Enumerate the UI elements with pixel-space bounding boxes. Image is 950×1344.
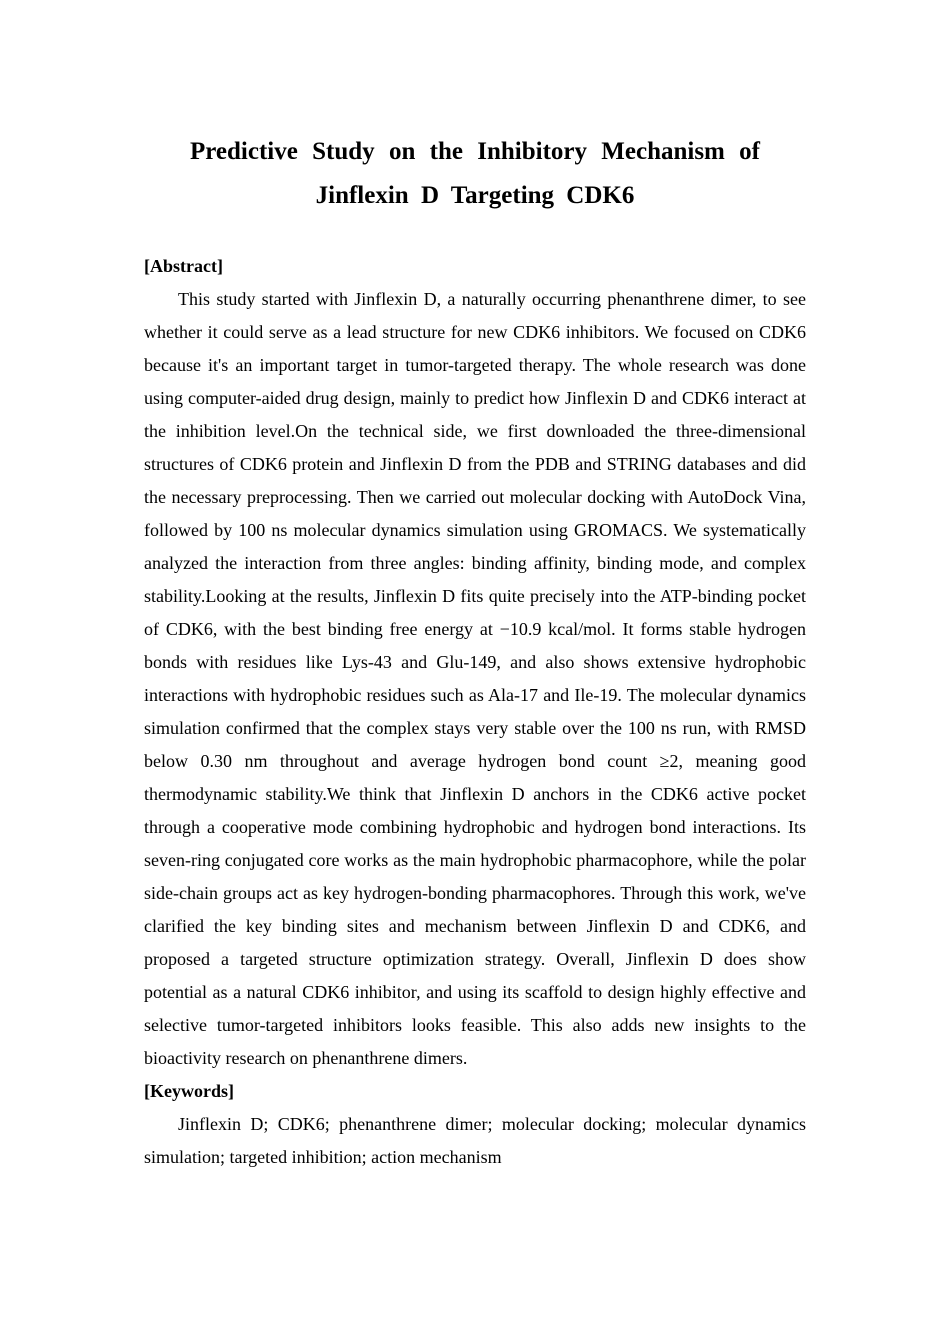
paper-title <box>144 130 806 218</box>
abstract-heading: [Abstract] <box>144 256 223 276</box>
paper-title-line-2: Jinflexin D Targeting CDK6 <box>315 182 635 209</box>
abstract-text: This study started with Jinflexin D, a naturally occurring phenanthrene dimer, to see whether it could serve as a lead structure for new CDK6 inhibitors. We focused on CDK6 because it's an important target in tumor-targeted therapy. The whole research was done using computer-aided drug design, mainly to predict how Jinflexin D and CDK6 interact at the inhibition level.On the technical side, we first downloaded the three-dimensional structures of CDK6 protein and Jinflexin D from the PDB and STRING databases and did the necessary preprocessing. Then we carried out molecular docking with AutoDock Vina, followed by 100 ns molecular dynamics simulation using GROMACS. We systematically analyzed the interaction from three angles: binding affinity, binding mode, and complex stability.Looking at the results, Jinflexin D fits quite precisely into the ATP-binding pocket of CDK6, with the best binding free energy at −10.9 kcal/mol. It forms stable hydrogen bonds with residues like Lys-43 and Glu-149, and also shows extensive hydrophobic interactions with hydrophobic residues such as Ala-17 and Ile-19. The molecular dynamics simulation confirmed that the complex stays very stable over the 100 ns run, with RMSD below 0.30 nm throughout and average hydrogen bond count ≥2, meaning good thermodynamic stability.We think that Jinflexin D anchors in the CDK6 active pocket through a cooperative mode combining hydrophobic and hydrogen bond interactions. Its seven-ring conjugated core works as the main hydrophobic pharmacophore, while the polar side-chain groups act as key hydrogen-bonding pharmacophores. Through this work, we've clarified the key binding sites and mechanism between Jinflexin D and CDK6, and proposed a targeted structure optimization strategy. Overall, Jinflexin D does show potential as a natural CDK6 inhibitor, and using its scaffold to design highly effective and selective tumor-targeted inhibitors looks feasible. This also adds new insights to the bioactivity research on phenanthrene dimers. <box>144 289 806 1068</box>
paper-page <box>144 130 806 1174</box>
keywords-text: Jinflexin D; CDK6; phenanthrene dimer; molecular docking; molecular dynamics simulation; targeted inhibition; action mechanism <box>144 1114 806 1167</box>
keywords-heading: [Keywords] <box>144 1081 234 1101</box>
paper-title-line-1: Predictive Study on the Inhibitory Mechanism of <box>190 138 760 165</box>
